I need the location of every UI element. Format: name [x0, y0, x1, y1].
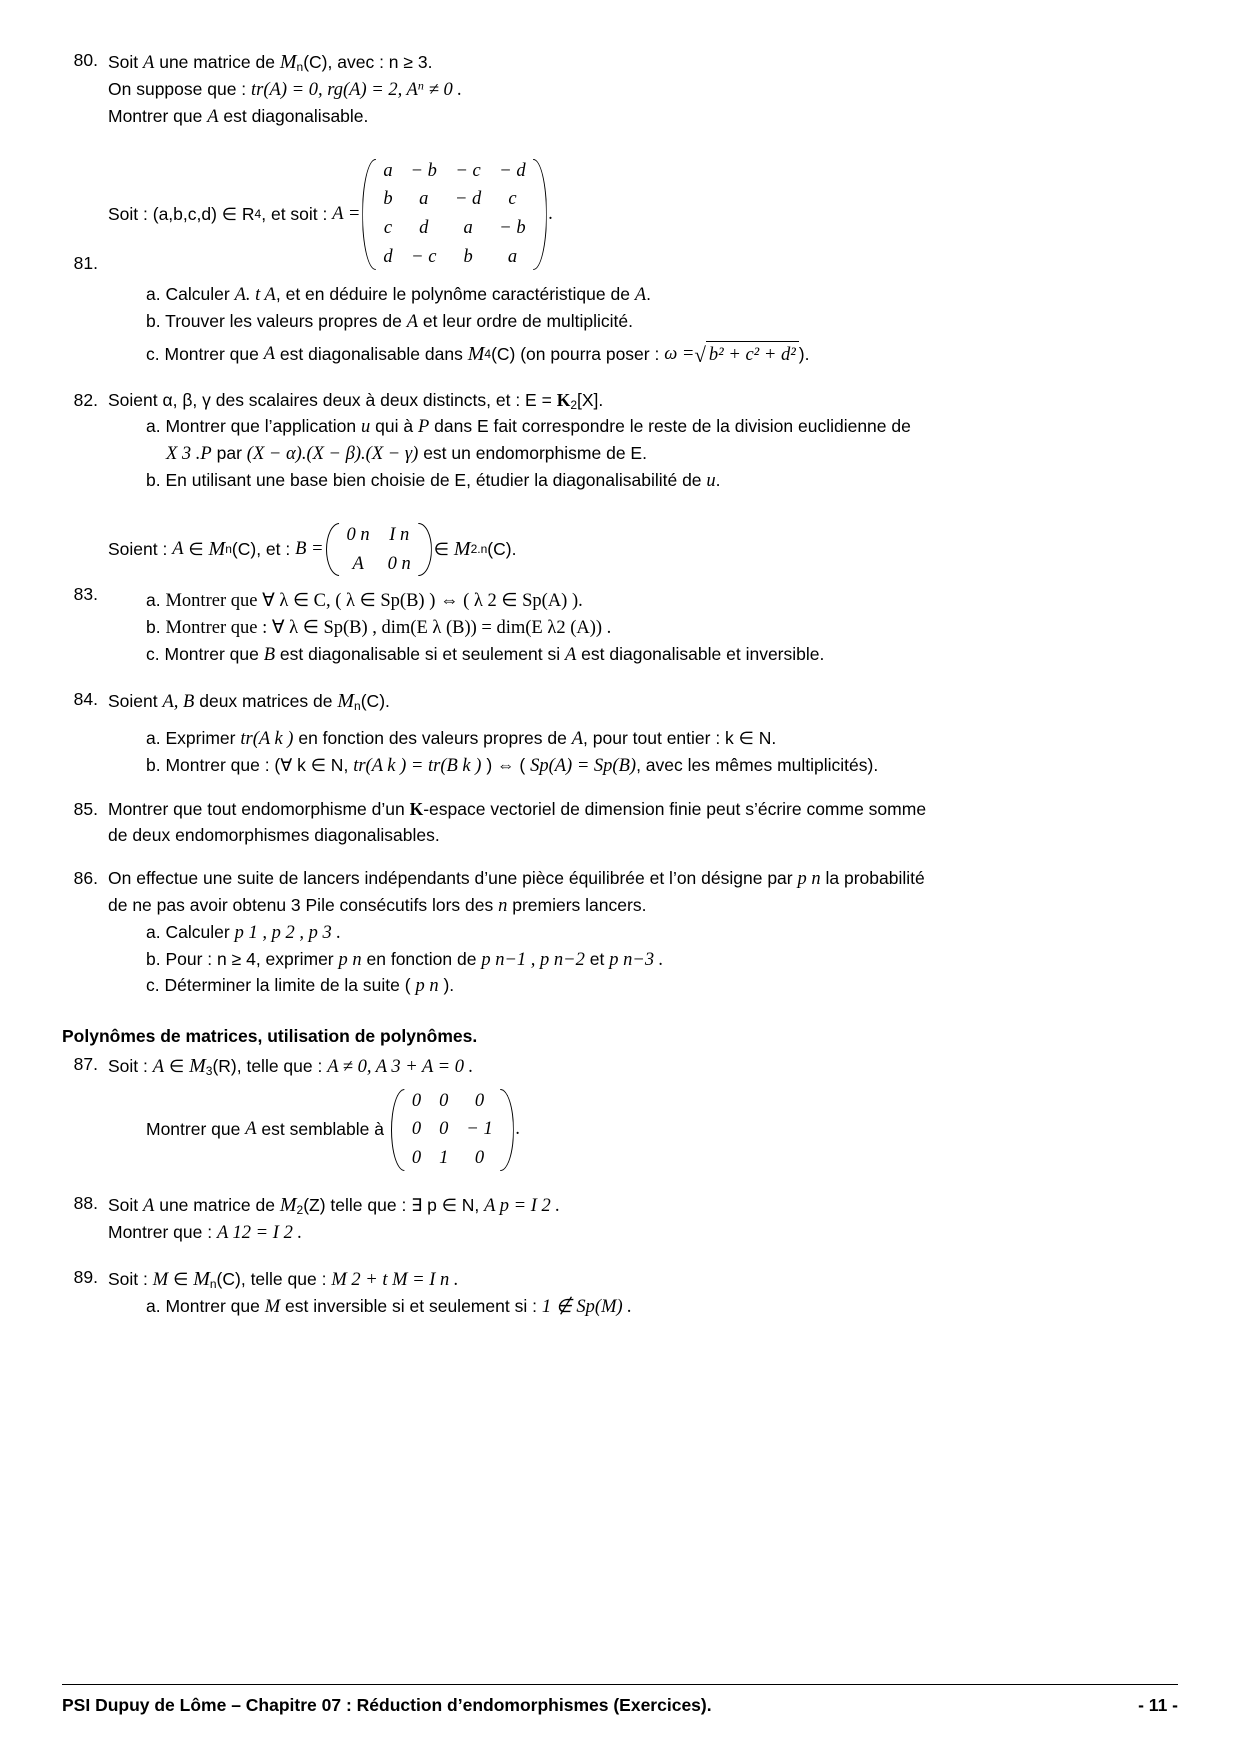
- text: , et en déduire le polynôme caractéristique de: [275, 283, 630, 304]
- math-subscript: 2: [570, 397, 577, 412]
- math: A p = I 2 .: [484, 1196, 561, 1217]
- math: A: [143, 53, 155, 73]
- exercise-80-line-1: [108, 48, 1178, 77]
- item-label: b.: [146, 948, 161, 969]
- text: (C).: [487, 538, 517, 559]
- exercise-85-line-2: de deux endomorphismes diagonalisables.: [108, 824, 440, 845]
- matrix-cell: I n: [389, 524, 410, 545]
- text: dans E fait correspondre le reste de la division euclidienne de: [434, 416, 911, 437]
- exercise-number: 84.: [73, 688, 98, 709]
- sqrt-icon: √: [694, 342, 706, 367]
- math: A: [634, 284, 647, 305]
- text: Montrer que : (∀ k ∈ N,: [165, 754, 349, 775]
- exercise-82-b: [108, 468, 1178, 495]
- exercise-88-line-1: [108, 1191, 1178, 1220]
- sqrt: [694, 340, 798, 370]
- footer-divider: [62, 1684, 1178, 1685]
- text: On suppose que :: [108, 79, 247, 99]
- text: la probabilité: [825, 868, 925, 889]
- math-subscript: 2.n: [470, 541, 488, 556]
- exercise-89-a: [108, 1294, 1178, 1321]
- text: Montrer que: [164, 344, 259, 365]
- text: par: [216, 443, 242, 464]
- text: Soit :: [108, 1055, 148, 1076]
- math: A: [245, 1119, 257, 1140]
- math: A: [143, 1196, 155, 1217]
- math: p n: [415, 976, 439, 997]
- text: ).: [798, 344, 810, 365]
- math-subscript: 4: [484, 347, 492, 362]
- exercise-80: [62, 48, 1178, 131]
- exercise-number: 83.: [73, 584, 98, 605]
- text: (C), telle que :: [216, 1268, 327, 1289]
- matrix-cell: − 1: [466, 1119, 493, 1140]
- exercise-85: [62, 797, 1178, 848]
- matrix-cell: − c: [455, 160, 481, 181]
- matrix-cell: − c: [411, 247, 437, 268]
- text: ∈: [433, 538, 450, 559]
- math-script: M: [337, 689, 355, 712]
- text: Montrer que: [164, 644, 259, 665]
- item-label: c.: [146, 344, 160, 365]
- math: tr(A k ) = tr(B k ): [353, 755, 482, 776]
- matrix-A: [360, 157, 548, 272]
- matrix-cell: − d: [454, 189, 482, 210]
- text: Soient α, β, γ des scalaires deux à deux distincts, et : E =: [108, 389, 552, 410]
- exercise-86-c: [108, 973, 1178, 1000]
- exercise-number: 89.: [73, 1266, 98, 1287]
- math: u: [361, 417, 371, 438]
- matrix-cell: 0: [439, 1119, 449, 1140]
- text: ∈: [188, 538, 204, 559]
- text: Exprimer: [165, 727, 236, 748]
- exercise-86-a: [108, 920, 1178, 947]
- item-label: a.: [146, 727, 161, 748]
- exercise-81: [62, 157, 1178, 370]
- text: de ne pas avoir obtenu 3 Pile consécutifs lors des: [108, 895, 494, 916]
- math-script: M: [189, 1054, 206, 1077]
- math-subscript: n: [209, 1276, 217, 1291]
- math-subscript: n: [354, 698, 361, 713]
- math: K: [556, 389, 571, 410]
- exercise-86: [62, 866, 1178, 1000]
- exercise-84: [62, 687, 1178, 780]
- math: A: [263, 344, 276, 365]
- footer-page-number: - 11 -: [1138, 1694, 1178, 1715]
- math-script: M: [208, 538, 226, 561]
- matrix-cell: − b: [499, 218, 526, 239]
- math-subscript: n: [225, 541, 232, 556]
- math: B =: [295, 539, 324, 560]
- math: A. t A: [234, 284, 276, 305]
- text: .: [548, 203, 554, 224]
- footer-left-text: PSI Dupuy de Lôme – Chapitre 07 : Réduction d’endomorphismes (Exercices).: [62, 1694, 712, 1715]
- math: P: [417, 417, 430, 438]
- exercise-87-matrix-line: [108, 1087, 1178, 1173]
- math-script: M: [193, 1267, 210, 1290]
- math: M: [152, 1269, 169, 1290]
- exercise-89: [62, 1265, 1178, 1321]
- text: ∈: [168, 1055, 185, 1076]
- math-superscript: n: [417, 78, 424, 93]
- paren-right: [535, 157, 549, 272]
- exercise-83-statement: [108, 521, 1178, 579]
- math: Montrer que : ∀ λ ∈ Sp(B) , dim(E λ (B)) = dim(E λ2 (A)) .: [165, 618, 612, 639]
- text: est un endomorphisme de E.: [423, 443, 647, 464]
- math: Sp(A) = Sp(B): [530, 755, 637, 776]
- text: Montrer que l’application: [165, 416, 357, 437]
- text: -espace vectoriel de dimension finie peut s’écrire comme somme: [423, 799, 927, 820]
- text: Montrer que: [146, 1119, 241, 1140]
- text: .: [646, 283, 652, 304]
- text: est semblable à: [261, 1119, 384, 1140]
- exercise-80-line-2: [108, 77, 1178, 104]
- exercise-83-b: [108, 615, 1178, 642]
- matrix-B: [324, 521, 434, 579]
- exercise-number: 82.: [73, 389, 98, 410]
- math-subscript: 2: [296, 1203, 304, 1218]
- exercise-85-line-1: [108, 797, 1178, 822]
- math: A: [564, 645, 577, 666]
- exercise-82-a-line2: [108, 441, 1178, 468]
- math: A 12 = I 2 .: [216, 1223, 303, 1244]
- text: Soit : (a,b,c,d) ∈ R: [108, 203, 255, 224]
- math: ω =: [664, 344, 695, 365]
- exercise-84-statement: [108, 687, 1178, 716]
- math: p n−3 .: [609, 949, 664, 970]
- text: Soient: [108, 690, 158, 711]
- matrix-cell: A: [352, 553, 364, 574]
- exercise-88: [62, 1191, 1178, 1247]
- math: A: [152, 1056, 165, 1077]
- text: ) ⇔ (: [486, 754, 526, 775]
- item-label: a.: [146, 283, 161, 304]
- exercise-86-line-1: [108, 866, 1178, 893]
- math: p n: [797, 869, 821, 890]
- math: A ≠ 0, A 3 + A = 0 .: [327, 1056, 474, 1077]
- matrix-cell: a: [419, 189, 429, 210]
- matrix-similar: [389, 1087, 516, 1173]
- superscript: 4: [254, 206, 262, 221]
- exercise-84-a: [108, 726, 1178, 753]
- matrix-cell: a: [383, 160, 393, 181]
- exercise-81-statement: [108, 157, 1178, 272]
- math: A: [172, 539, 184, 560]
- text: en fonction des valeurs propres de: [298, 727, 567, 748]
- matrix-cell: − d: [499, 160, 526, 181]
- text: , avec les mêmes multiplicités).: [636, 754, 879, 775]
- math: u: [706, 470, 716, 491]
- text: (C), et :: [231, 538, 291, 559]
- exercise-80-line-3: [108, 104, 1178, 131]
- exercise-81-a: [108, 282, 1178, 309]
- text: (C), avec : n ≥ 3.: [303, 52, 433, 72]
- text: est diagonalisable si et seulement si: [279, 644, 561, 665]
- exercise-82: [62, 388, 1178, 495]
- math: b² + c² + d²: [706, 341, 799, 370]
- exercise-82-statement: [108, 388, 1178, 414]
- item-label: b.: [146, 754, 161, 775]
- paren-left: [360, 157, 374, 272]
- exercise-88-line-2: [108, 1220, 1178, 1247]
- exercise-83: [62, 521, 1178, 669]
- text: est diagonalisable dans: [279, 344, 463, 365]
- text: est diagonalisable.: [223, 105, 369, 126]
- exercise-number: 81.: [73, 252, 98, 273]
- matrix-cell: 0: [474, 1090, 485, 1111]
- exercise-82-a: [108, 414, 1178, 441]
- math: A: [406, 311, 419, 332]
- math-script: M: [279, 1194, 297, 1217]
- text: En utilisant une base bien choisie de E, étudier la diagonalisabilité de: [165, 469, 702, 490]
- item-label: c.: [146, 975, 160, 996]
- exercise-83-c: [108, 642, 1178, 669]
- matrix-cell: c: [508, 189, 517, 210]
- text: , pour tout entier : k ∈ N.: [583, 727, 777, 748]
- math-subscript: 3: [205, 1063, 213, 1078]
- item-label: a.: [146, 1295, 161, 1316]
- math: A, B: [162, 691, 195, 712]
- text: ).: [443, 975, 455, 996]
- matrix-cell: 0: [474, 1148, 485, 1169]
- math: ≠ 0 .: [428, 80, 462, 100]
- text: ∈: [173, 1268, 189, 1289]
- text: Soient :: [108, 538, 168, 559]
- math-script: M: [467, 343, 485, 366]
- item-label: c.: [146, 644, 160, 665]
- text: une matrice de: [159, 1195, 275, 1216]
- exercise-number: 85.: [73, 799, 98, 820]
- matrix-cell: 0: [411, 1090, 422, 1111]
- text: en fonction de: [366, 948, 477, 969]
- text: (R), telle que :: [212, 1055, 323, 1076]
- math: K: [409, 799, 424, 820]
- math: A =: [332, 203, 361, 224]
- math: Montrer que ∀ λ ∈ C, ( λ ∈ Sp(B) ) ⇔ ( λ 2 ∈ Sp(A) ).: [165, 591, 583, 612]
- text: Pour : n ≥ 4, exprimer: [165, 948, 334, 969]
- math: X 3 .P: [166, 444, 212, 465]
- paren-left: [324, 521, 338, 579]
- math: tr(A) = 0, rg(A) = 2, A: [251, 80, 418, 100]
- math: p n−1 , p n−2: [481, 949, 585, 970]
- math: M 2 + t M = I n .: [331, 1269, 459, 1290]
- text: premiers lancers.: [512, 895, 647, 916]
- item-label: a.: [146, 416, 161, 437]
- text: .: [515, 1119, 521, 1140]
- section-heading: Polynômes de matrices, utilisation de polynômes.: [62, 1026, 478, 1047]
- paren-left: [389, 1087, 403, 1173]
- text: est diagonalisable et inversible.: [581, 644, 825, 665]
- text: et: [589, 948, 605, 969]
- text: Montrer que tout endomorphisme d’un: [108, 799, 405, 820]
- item-label: b.: [146, 469, 161, 490]
- math-script: M: [279, 51, 297, 73]
- math-script: M: [453, 538, 471, 561]
- text: est inversible si et seulement si :: [285, 1295, 537, 1316]
- text: qui à: [375, 416, 414, 437]
- matrix-cell: a: [507, 247, 518, 268]
- math: B: [263, 645, 276, 666]
- exercise-number: 87.: [73, 1053, 98, 1074]
- text: deux matrices de: [199, 690, 333, 711]
- exercise-81-b: [108, 309, 1178, 336]
- matrix-cell: a: [463, 218, 473, 239]
- matrix-cell: 0 n: [387, 553, 411, 574]
- text: Calculer: [165, 921, 230, 942]
- text: Trouver les valeurs propres de: [165, 310, 402, 331]
- text: Soit :: [108, 1268, 148, 1289]
- text: , et soit :: [261, 203, 328, 224]
- matrix-cell: 0 n: [346, 524, 370, 545]
- text: (C).: [360, 690, 390, 711]
- text: Déterminer la limite de la suite (: [164, 975, 411, 996]
- matrix-cell: b: [383, 189, 393, 210]
- math: A: [571, 728, 584, 749]
- exercise-number: 86.: [73, 868, 98, 889]
- matrix-cell: b: [463, 247, 473, 268]
- exercise-89-line-1: [108, 1265, 1178, 1294]
- text: (Z) telle que : ∃ p ∈ N,: [303, 1195, 480, 1216]
- page-footer: [62, 1684, 1178, 1718]
- math: M: [264, 1296, 281, 1317]
- text: [X].: [577, 389, 604, 410]
- exercise-86-line-2: [108, 893, 1178, 920]
- text: une matrice de: [159, 52, 275, 72]
- math: (X − α).(X − β).(X − γ): [246, 444, 419, 465]
- text: Montrer que :: [108, 1222, 213, 1243]
- matrix-cell: 0: [411, 1148, 422, 1169]
- text: On effectue une suite de lancers indépendants d’une pièce équilibrée et l’on désigne par: [108, 868, 793, 889]
- exercise-number: 88.: [73, 1193, 98, 1214]
- text: Soit: [108, 52, 139, 72]
- matrix-cell: d: [383, 247, 393, 268]
- matrix-cell: − b: [410, 160, 437, 181]
- exercise-81-c: [108, 340, 1178, 370]
- item-label: b.: [146, 310, 161, 331]
- exercise-number: 80.: [73, 50, 98, 70]
- matrix-cell: 1: [439, 1148, 449, 1169]
- exercise-87: [62, 1052, 1178, 1173]
- text: Montrer que: [108, 105, 203, 126]
- math-subscript: n: [296, 60, 304, 74]
- math: p n: [338, 949, 362, 970]
- item-label: a.: [146, 590, 161, 611]
- exercise-84-b: [108, 753, 1178, 780]
- paren-right: [420, 521, 434, 579]
- exercise-86-b: [108, 947, 1178, 974]
- math: p 1 , p 2 , p 3 .: [234, 922, 341, 943]
- math: tr(A k ): [240, 728, 294, 749]
- matrix-cell: c: [383, 218, 393, 239]
- matrix-cell: 0: [411, 1119, 422, 1140]
- text: .: [715, 469, 721, 490]
- item-label: b.: [146, 617, 161, 638]
- math: n: [498, 896, 508, 917]
- paren-right: [502, 1087, 516, 1173]
- math: 1 ∉ Sp(M) .: [541, 1296, 632, 1317]
- text: Calculer: [165, 283, 230, 304]
- text: (C) (on pourra poser :: [491, 344, 660, 365]
- matrix-cell: d: [419, 218, 429, 239]
- text: Soit: [108, 1195, 139, 1216]
- item-label: a.: [146, 921, 161, 942]
- matrix-cell: 0: [439, 1090, 449, 1111]
- exercise-87-statement: [108, 1052, 1178, 1081]
- math: A: [207, 106, 219, 127]
- text: Montrer que: [165, 1295, 260, 1316]
- exercise-83-a: [108, 588, 1178, 615]
- text: et leur ordre de multiplicité.: [422, 310, 634, 331]
